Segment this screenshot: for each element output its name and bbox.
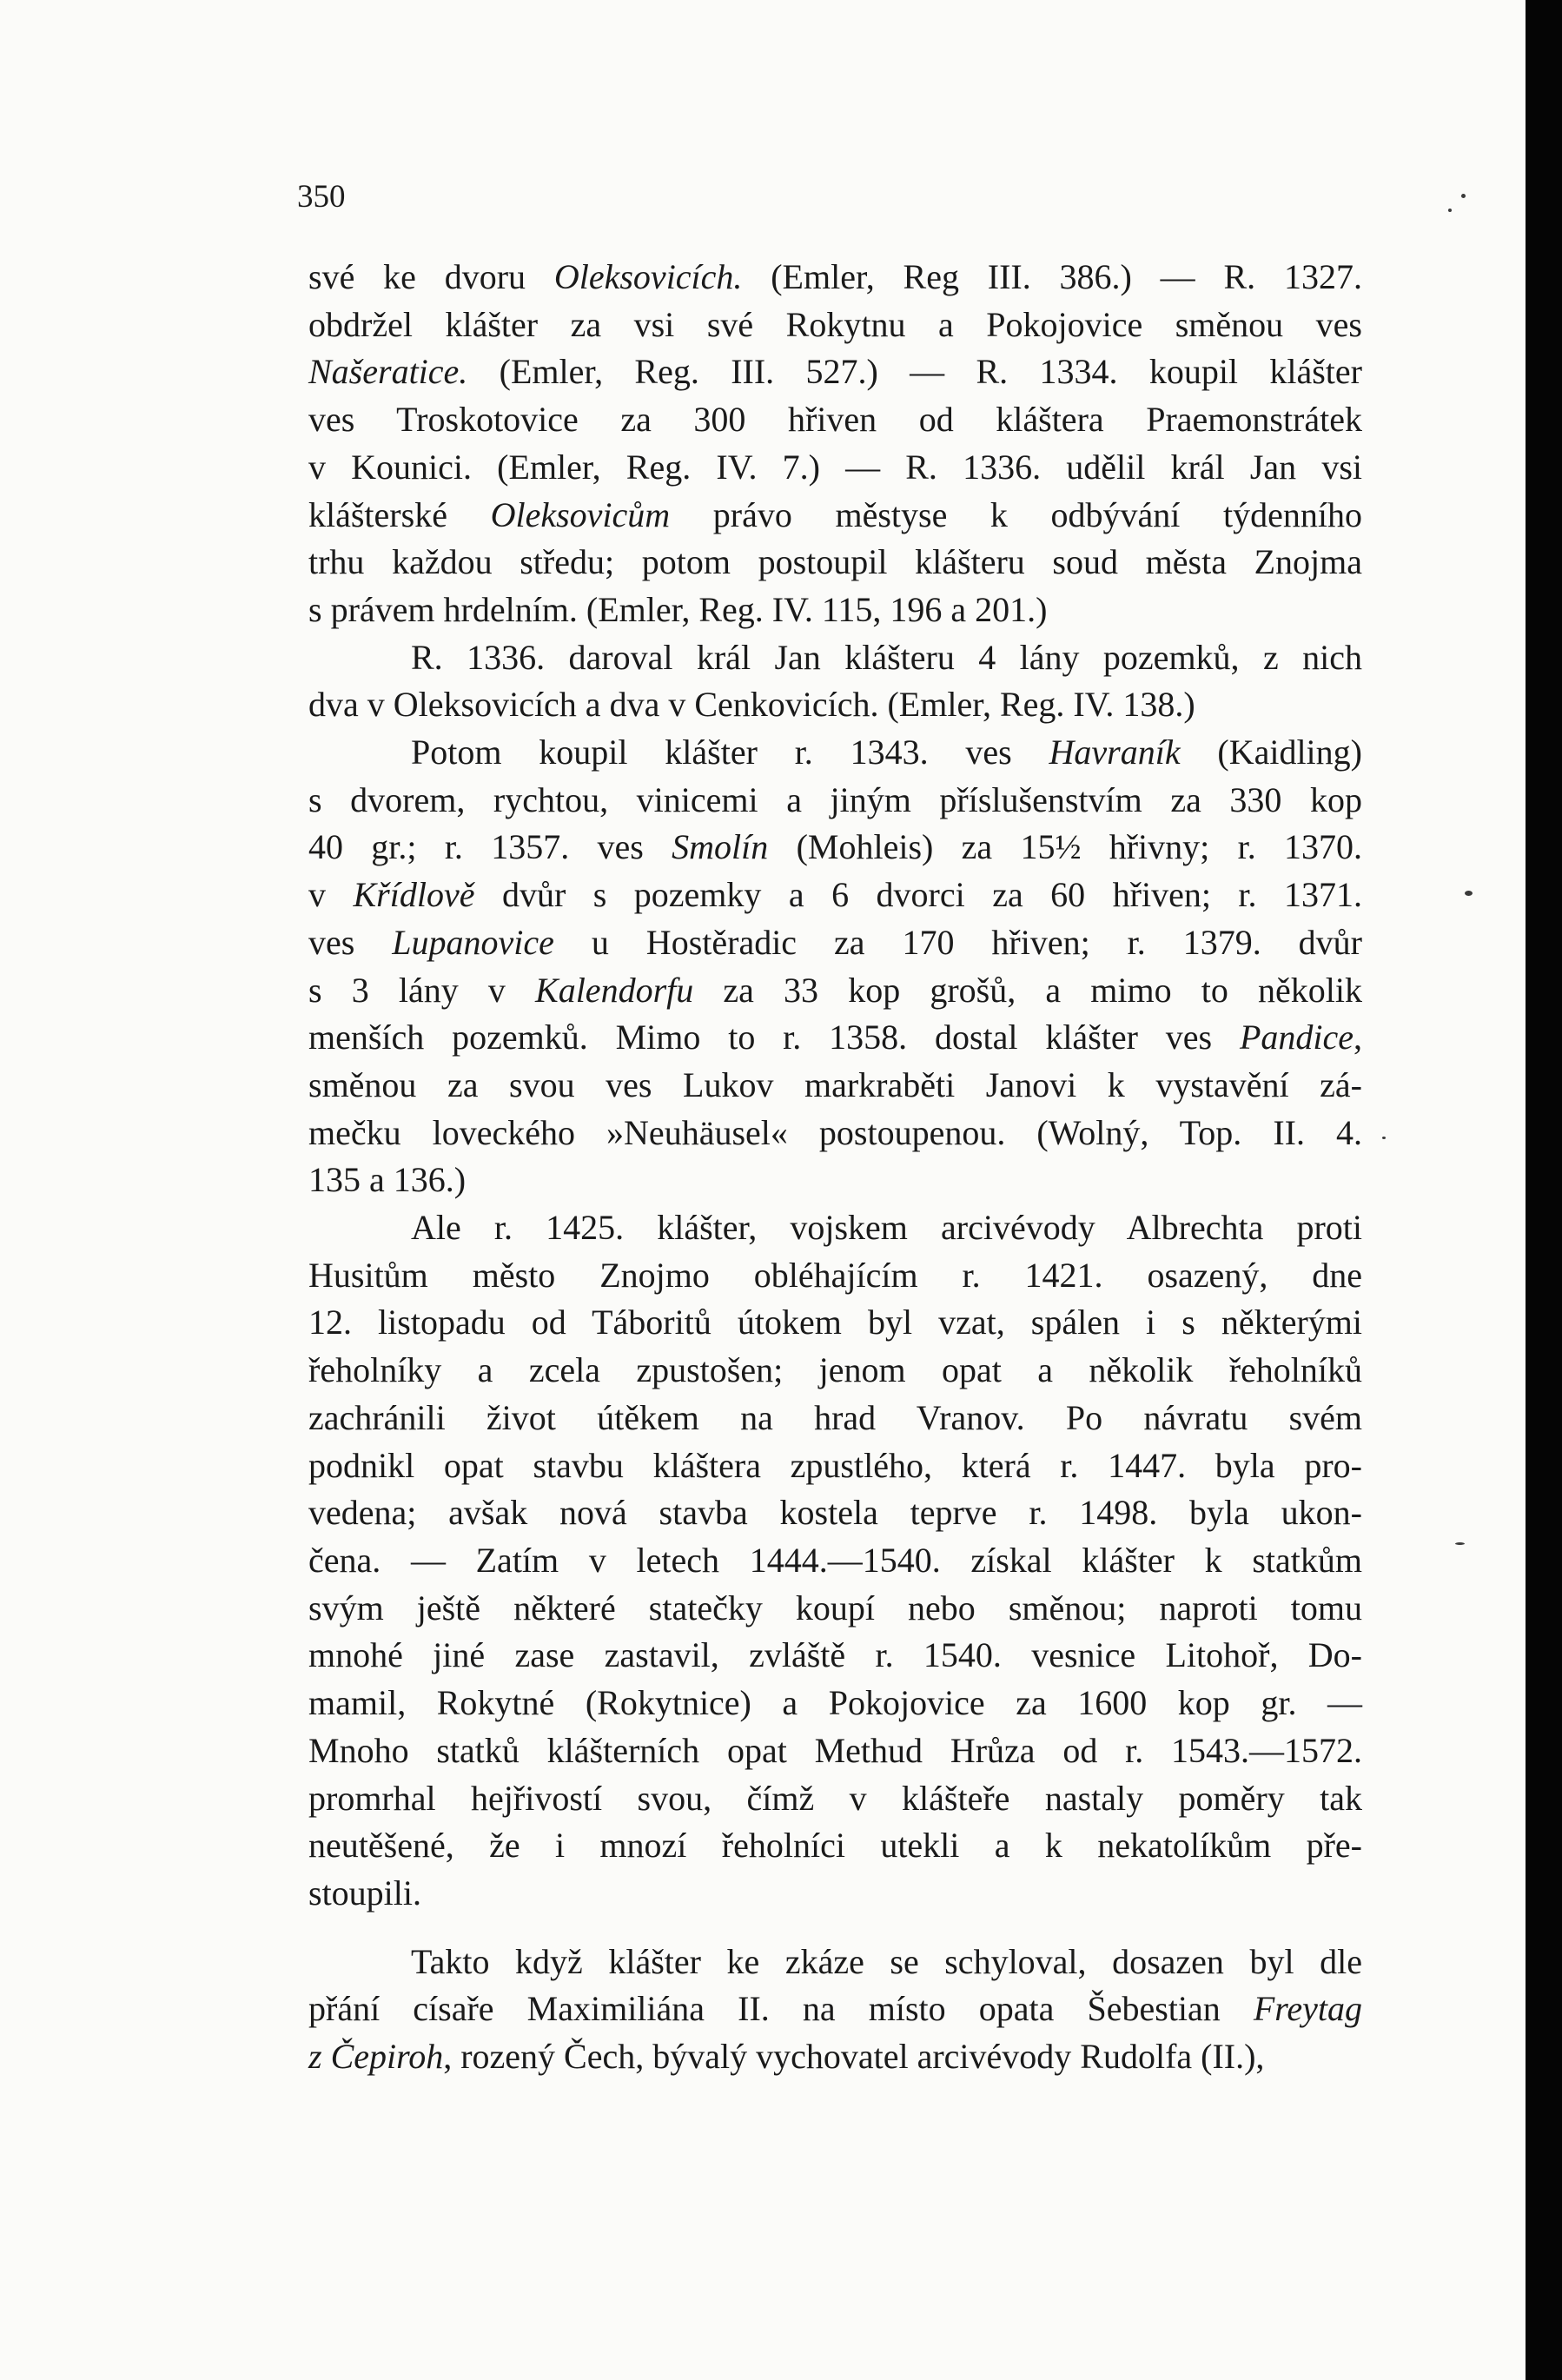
- text-run: mnohé jiné zase zastavil, zvláště r. 1540. vesnice Litohoř, Do-: [308, 1635, 1362, 1675]
- text-run: neutěšené, že i mnozí řeholníci utekli a k nekatolíkům pře-: [308, 1826, 1362, 1866]
- text-run: Mnoho statků klášterních opat Methud Hrůza od r. 1543.—1572.: [308, 1730, 1362, 1770]
- text-run: (Emler, Reg III. 386.) — R. 1327.: [742, 257, 1362, 296]
- italic-name: z Čepiroh: [308, 2037, 444, 2077]
- text-run: trhu každou středu; potom postoupil klášteru soud města Znojma: [308, 542, 1362, 582]
- text-run: v: [308, 875, 354, 915]
- text-run: přání císaře Maximiliána II. na místo opata Šebestian: [308, 1989, 1254, 2029]
- text-line: [308, 919, 1362, 967]
- text-line: [308, 1347, 1362, 1395]
- text-line: [308, 681, 1362, 729]
- text-line: [308, 1157, 1362, 1204]
- italic-name: Našeratice.: [308, 352, 468, 392]
- scan-speck: [1461, 194, 1466, 198]
- italic-name: Oleksovicům: [490, 494, 671, 534]
- text-line: [308, 1204, 1362, 1252]
- text-run: směnou za svou ves Lukov markraběti Janovi k vystavění zá-: [308, 1064, 1362, 1104]
- text-run: (Kaidling): [1180, 733, 1362, 772]
- text-line: [308, 634, 1362, 682]
- text-run: ,: [1354, 1018, 1362, 1057]
- text-run: vedena; avšak nová stavba kostela teprve r. 1498. byla ukon-: [308, 1493, 1362, 1533]
- text-line: [308, 587, 1362, 634]
- text-run: dva v Oleksovicích a dva v Cenkovicích. (Emler, Reg. IV. 138.): [308, 685, 1195, 725]
- text-line: [308, 1442, 1362, 1490]
- text-run: R. 1336. daroval král Jan klášteru 4 lány pozemků, z nich: [411, 637, 1362, 677]
- text-line: [308, 777, 1362, 825]
- text-run: ves Troskotovice za 300 hřiven od kláštera Praemonstrátek: [308, 400, 1362, 440]
- text-run: právo městyse k odbývání týdenního: [670, 494, 1362, 534]
- text-run: promrhal hejřivostí svou, čímž v klášteře nastaly poměry tak: [308, 1778, 1362, 1818]
- text-line: [308, 492, 1362, 540]
- text-line: [308, 1632, 1362, 1680]
- text-line: [308, 1062, 1362, 1110]
- text-line: [308, 872, 1362, 919]
- text-line: [308, 1986, 1362, 2033]
- text-line: [308, 444, 1362, 492]
- text-line: [308, 539, 1362, 587]
- text-line: [308, 1939, 1362, 1986]
- text-line: [308, 1680, 1362, 1727]
- paragraph: [308, 254, 1362, 634]
- text-run: 40 gr.; r. 1357. ves: [308, 827, 672, 867]
- text-line: [308, 396, 1362, 444]
- text-run: stoupili.: [308, 1873, 422, 1913]
- text-line: [308, 824, 1362, 872]
- scan-speck: [1382, 1137, 1386, 1139]
- text-run: čena. — Zatím v letech 1444.—1540. získal klášter k statkům: [308, 1540, 1362, 1580]
- italic-name: Křídlově: [353, 875, 475, 915]
- text-run: (Emler, Reg. III. 527.) — R. 1334. koupil klášter: [467, 352, 1362, 392]
- text-line: [308, 1489, 1362, 1537]
- italic-name: Lupanovice: [392, 922, 554, 962]
- text-line: [308, 1822, 1362, 1870]
- text-run: Potom koupil klášter r. 1343. ves: [411, 733, 1049, 772]
- text-run: Ale r. 1425. klášter, vojskem arcivévody Albrechta proti: [411, 1208, 1362, 1248]
- text-line: [308, 302, 1362, 349]
- text-run: s právem hrdelním. (Emler, Reg. IV. 115, 196 a 201.): [308, 589, 1048, 629]
- text-run: Takto když klášter ke zkáze se schyloval, dosazen byl dle: [411, 1941, 1362, 1981]
- text-line: [308, 1775, 1362, 1823]
- body-text: [308, 254, 1362, 2081]
- text-run: zachránili život útěkem na hrad Vranov. Po návratu svém: [308, 1397, 1362, 1437]
- text-run: 12. listopadu od Táboritů útokem byl vzat, spálen i s některými: [308, 1303, 1362, 1342]
- text-run: s 3 lány v: [308, 970, 536, 1010]
- text-run: za 33 kop grošů, a mimo to několik: [693, 970, 1362, 1010]
- paragraph: [308, 729, 1362, 1204]
- text-run: řeholníky a zcela zpustošen; jenom opat a několik řeholníků: [308, 1350, 1362, 1390]
- text-run: (Mohleis) za 15½ hřivny; r. 1370.: [768, 827, 1362, 867]
- scan-speck: [1465, 891, 1473, 896]
- text-run: dvůr s pozemky a 6 dvorci za 60 hřiven; r. 1371.: [474, 875, 1363, 915]
- text-run: menších pozemků. Mimo to r. 1358. dostal klášter ves: [308, 1018, 1240, 1057]
- text-line: [308, 1299, 1362, 1347]
- scan-speck: [1455, 1542, 1465, 1545]
- italic-name: Smolín: [672, 827, 769, 867]
- italic-name: Pandice: [1239, 1018, 1354, 1057]
- text-run: mamil, Rokytné (Rokytnice) a Pokojovice za 1600 kop gr. —: [308, 1683, 1362, 1723]
- text-line: [308, 1252, 1362, 1300]
- paragraph: [308, 634, 1362, 729]
- text-run: 135 a 136.): [308, 1160, 467, 1200]
- italic-name: Freytag: [1253, 1989, 1362, 2029]
- text-run: , rozený Čech, bývalý vychovatel arcivévody Rudolfa (II.),: [443, 2037, 1265, 2077]
- text-run: klášterské: [308, 494, 491, 534]
- text-run: mečku loveckého »Neuhäusel« postoupenou. (Wolný, Top. II. 4.: [308, 1112, 1362, 1152]
- text-line: [308, 348, 1362, 396]
- page-number: 350: [297, 179, 346, 215]
- text-run: v Kounici. (Emler, Reg. IV. 7.) — R. 1336. udělil král Jan vsi: [308, 447, 1362, 487]
- text-line: [308, 967, 1362, 1015]
- text-line: [308, 1870, 1362, 1918]
- text-line: [308, 1585, 1362, 1633]
- text-run: svým ještě některé statečky koupí nebo směnou; naproti tomu: [308, 1588, 1362, 1628]
- text-run: své ke dvoru: [308, 257, 554, 296]
- text-line: [308, 1537, 1362, 1585]
- scan-border: [1526, 0, 1562, 2380]
- italic-name: Kalendorfu: [535, 970, 694, 1010]
- paragraph: [308, 1939, 1362, 2081]
- italic-name: Havraník: [1049, 733, 1181, 772]
- text-run: obdržel klášter za vsi své Rokytnu a Pokojovice směnou ves: [308, 304, 1362, 344]
- text-run: s dvorem, rychtou, vinicemi a jiným příslušenstvím za 330 kop: [308, 779, 1362, 819]
- text-run: u Hostěradic za 170 hřiven; r. 1379. dvůr: [553, 922, 1362, 962]
- text-run: ves: [308, 922, 393, 962]
- text-line: [308, 2033, 1362, 2081]
- text-line: [308, 1395, 1362, 1442]
- italic-name: Oleksovicích.: [553, 257, 743, 296]
- text-line: [308, 1110, 1362, 1157]
- text-line: [308, 254, 1362, 302]
- text-line: [308, 1014, 1362, 1062]
- text-run: Husitům město Znojmo obléhajícím r. 1421. osazený, dne: [308, 1255, 1362, 1295]
- scan-speck: [1448, 209, 1452, 212]
- text-run: podnikl opat stavbu kláštera zpustlého, která r. 1447. byla pro-: [308, 1445, 1362, 1485]
- paragraph: [308, 1204, 1362, 1918]
- text-line: [308, 729, 1362, 777]
- text-line: [308, 1727, 1362, 1775]
